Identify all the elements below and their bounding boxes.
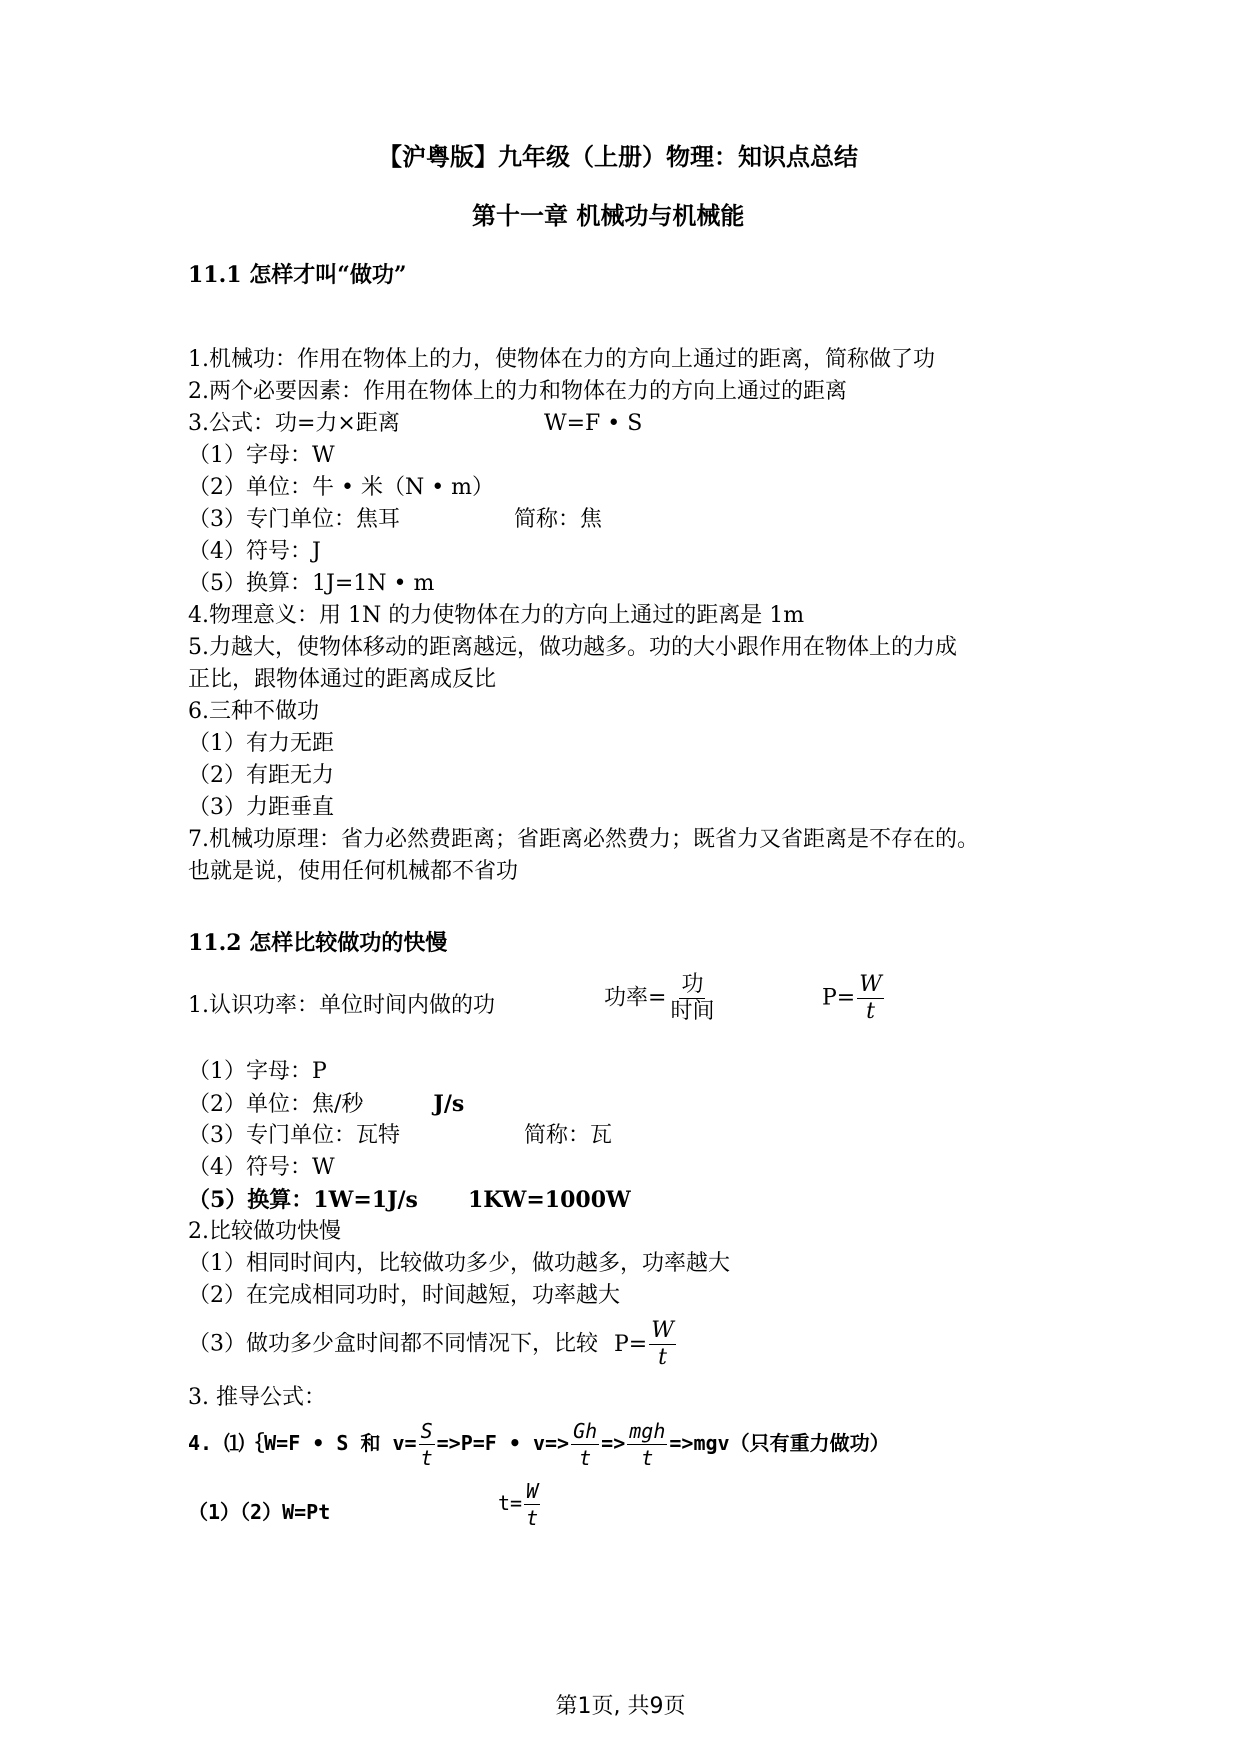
fraction: $\frac{\text{功}}{\text{时间}}$	[670, 972, 715, 1024]
text-line: 2.两个必要因素：作用在物体上的力和物体在力的方向上通过的距离	[188, 379, 847, 404]
text-line: （2）有距无力	[188, 763, 334, 788]
formula: W=F • S	[544, 411, 643, 436]
text-line: （4）符号：W	[188, 1155, 335, 1180]
text-line: （5）换算：1J=1N • m	[188, 571, 435, 596]
text-line: 2.比较做功快慢	[188, 1219, 341, 1244]
text-line: 简称：瓦	[524, 1123, 613, 1148]
document-title: 【沪粤版】九年级（上册）物理：知识点总结	[378, 143, 858, 171]
fraction: $\frac{W}{t}$	[526, 1479, 539, 1530]
chapter-title: 第十一章 机械功与机械能	[472, 202, 745, 230]
text-line: 7.机械功原理：省力必然费距离；省距离必然费力；既省力又省距离是不存在的。	[188, 827, 979, 852]
text-line: （1）字母：W	[188, 443, 335, 468]
text-line: 简称：焦	[514, 507, 603, 532]
text-line: （2）在完成相同功时，时间越短，功率越大	[188, 1283, 620, 1308]
derivation-line: （1）（2）W=Pt	[188, 1500, 331, 1524]
section-heading-11-2: 11.2 怎样比较做功的快慢	[188, 930, 448, 956]
text-line: 3.公式：功=力×距离	[188, 411, 400, 436]
page-footer: 第1页, 共9页	[555, 1694, 686, 1719]
section-heading-11-1: 11.1 怎样才叫“做功”	[188, 262, 407, 288]
fraction: $\frac{S}{t}$	[420, 1419, 433, 1470]
formula-power-words: 功率= $\frac{\text{功}}{\text{时间}}$	[604, 972, 715, 1024]
text-line: （3）做功多少盒时间都不同情况下，比较 P= $\frac{W}{t}$	[188, 1318, 674, 1370]
derivation-line: 4. ⑴｛W=F • S 和 v= $\frac{S}{t}$ =>P=F • v=> $\frac{Gh}{t}$ => $\frac{\text{mgh}}{t}$ =>mgv（只有重力做功）	[188, 1419, 890, 1470]
fraction: $\frac{W}{t}$	[651, 1318, 674, 1370]
text-line: 5.力越大，使物体移动的距离越远，做功越多。功的大小跟作用在物体上的力成	[188, 635, 957, 660]
formula-power: P= $\frac{W}{t}$	[822, 972, 882, 1024]
fraction: $\frac{\text{mgh}}{t}$	[629, 1419, 666, 1470]
text-line: （2）单位：焦/秒 J/s	[188, 1091, 465, 1117]
fraction: $\frac{Gh}{t}$	[573, 1419, 598, 1470]
text-line: （3）专门单位：焦耳	[188, 507, 400, 532]
text-line: 3. 推导公式：	[188, 1385, 326, 1410]
text-line: （3）力距垂直	[188, 795, 334, 820]
text-line: 正比，跟物体通过的距离成反比	[188, 667, 497, 692]
text-line: （2）单位：牛 • 米（N • m）	[188, 475, 495, 500]
text-line: （1）有力无距	[188, 731, 334, 756]
text-line: （4）符号：J	[188, 539, 321, 564]
text-line: （5）换算：1W=1J/s	[188, 1187, 418, 1213]
formula-time: t= $\frac{W}{t}$	[498, 1479, 539, 1530]
text-line: （3）专门单位：瓦特	[188, 1123, 400, 1148]
text-line: 1.认识功率：单位时间内做的功	[188, 993, 495, 1018]
fraction: $\frac{W}{t}$	[859, 972, 882, 1024]
text-line: 也就是说，使用任何机械都不省功	[188, 859, 519, 884]
text-line: 6.三种不做功	[188, 699, 319, 724]
text-line: 1.机械功：作用在物体上的力，使物体在力的方向上通过的距离，简称做了功	[188, 347, 935, 372]
text-line: 4.物理意义：用 1N 的力使物体在力的方向上通过的距离是 1m	[188, 603, 805, 628]
text-line: （1）字母：P	[188, 1059, 327, 1084]
text-line: （1）相同时间内，比较做功多少，做功越多，功率越大	[188, 1251, 730, 1276]
text-line: 1KW=1000W	[468, 1187, 631, 1213]
